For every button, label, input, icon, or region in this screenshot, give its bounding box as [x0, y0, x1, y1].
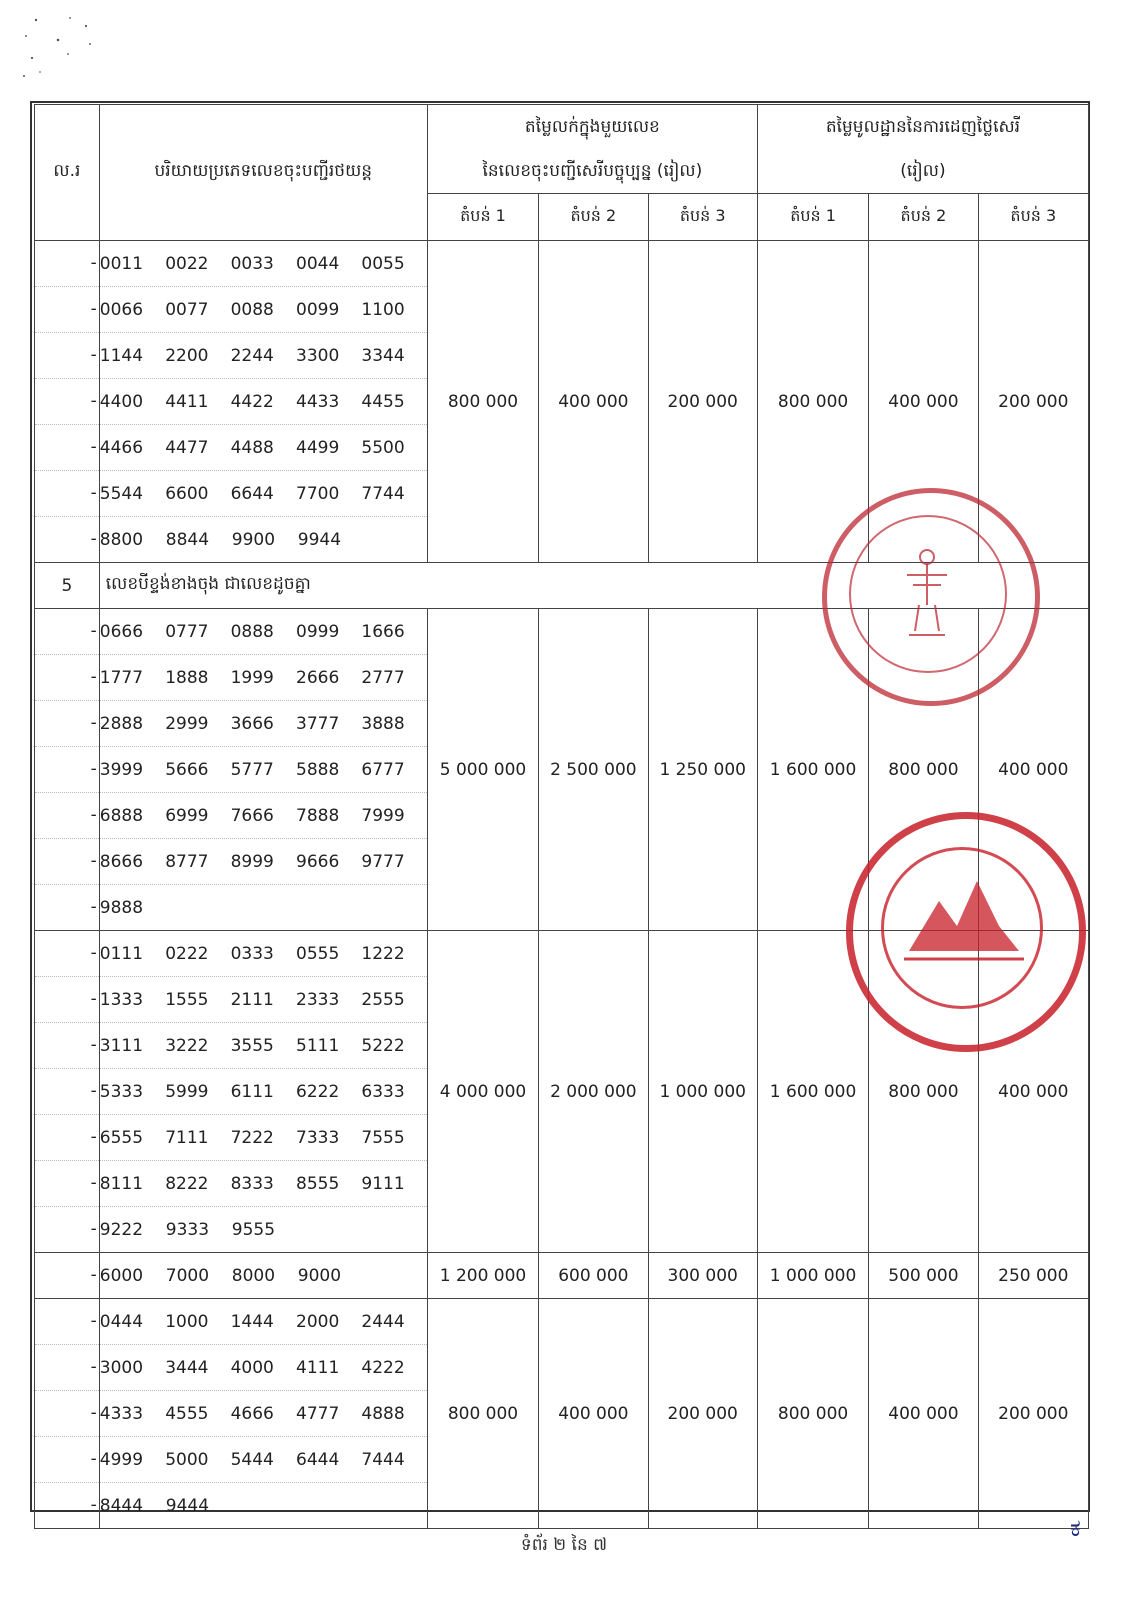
official-seal-2: [846, 812, 1086, 1052]
plate-number: 8800: [99, 529, 144, 550]
plate-number: 4111: [296, 1357, 340, 1378]
plate-number: 8666: [99, 851, 144, 872]
code-line: [100, 701, 427, 747]
row-dash: -: [35, 931, 99, 977]
dash-column: [35, 931, 100, 1253]
price-cell-5: 800 000: [869, 609, 978, 931]
plate-number: 8777: [165, 851, 209, 872]
plate-number: 5333: [99, 1081, 144, 1102]
plate-number: 6999: [165, 805, 209, 826]
price-cell-5: 500 000: [869, 1253, 978, 1299]
plate-number: 4888: [361, 1403, 405, 1424]
header-lock-zone1: តំបន់ 1: [427, 194, 538, 241]
codes-cell: [99, 931, 427, 1253]
plate-number: 3888: [361, 713, 405, 734]
row-dash: -: [35, 471, 99, 517]
code-line: [100, 1023, 427, 1069]
price-cell-3: 300 000: [648, 1253, 757, 1299]
dash-column: [35, 609, 100, 931]
plate-number: 1666: [361, 621, 405, 642]
plate-number: 8999: [230, 851, 274, 872]
code-line: [100, 1253, 427, 1298]
plate-number: 0099: [296, 299, 340, 320]
plate-number: 5222: [361, 1035, 405, 1056]
code-line: [100, 609, 427, 655]
plate-number: 3344: [361, 345, 405, 366]
plate-number: 6111: [230, 1081, 274, 1102]
row-dash: -: [35, 1345, 99, 1391]
group-row: [35, 1253, 1089, 1299]
row-dash: -: [35, 747, 99, 793]
plate-number: 4222: [361, 1357, 405, 1378]
code-line: [100, 1391, 427, 1437]
plate-number: 1000: [165, 1311, 209, 1332]
plate-number: 1555: [165, 989, 209, 1010]
row-dash: -: [35, 977, 99, 1023]
header-no: ល.រ: [35, 105, 100, 241]
plate-number: 4422: [230, 391, 274, 412]
row-dash: -: [90, 1265, 97, 1285]
plate-number: 9222: [99, 1219, 144, 1240]
plate-number: 1444: [230, 1311, 274, 1332]
plate-number: 0088: [230, 299, 274, 320]
plate-number: 3777: [296, 713, 340, 734]
plate-number: 5777: [230, 759, 274, 780]
dash-column: [35, 241, 100, 563]
plate-number: 3999: [99, 759, 144, 780]
plate-number: 2666: [296, 667, 340, 688]
code-line: [100, 977, 427, 1023]
codes-cell: [99, 1299, 427, 1529]
plate-number: 2333: [296, 989, 340, 1010]
header-lock-line1: តម្លៃលក់ក្នុងមួយលេខ: [524, 117, 660, 137]
plate-number: 6644: [230, 483, 274, 504]
price-cell-6: 200 000: [978, 1299, 1088, 1529]
seal-1-figure: [899, 545, 955, 641]
plate-number: 8444: [99, 1495, 144, 1516]
plate-number: 0033: [230, 253, 274, 274]
price-cell-3: 1 250 000: [648, 609, 757, 931]
header-auction-zone3: តំបន់ 3: [978, 194, 1088, 241]
plate-number: 3222: [165, 1035, 209, 1056]
dash-column: [35, 1253, 100, 1299]
row-dash: -: [35, 793, 99, 839]
row-dash: -: [35, 701, 99, 747]
plate-number: 9900: [231, 529, 276, 550]
plate-number: 7333: [296, 1127, 340, 1148]
plate-number: 5666: [165, 759, 209, 780]
price-cell-4: 800 000: [757, 241, 868, 563]
codes-cell: [99, 609, 427, 931]
plate-number: 7555: [361, 1127, 405, 1148]
plate-number: 8555: [296, 1173, 340, 1194]
plate-number: 1222: [361, 943, 405, 964]
section-title: លេខបីខ្ទង់ខាងចុង ជាលេខដូចគ្នា: [99, 563, 1088, 609]
price-cell-1: 4 000 000: [427, 931, 538, 1253]
row-dash: -: [90, 529, 97, 549]
codes-cell: [99, 241, 427, 563]
plate-number: 9777: [361, 851, 405, 872]
official-seal-1: [822, 488, 1040, 706]
plate-number: 9333: [165, 1219, 210, 1240]
row-dash: -: [35, 609, 99, 655]
seal-2-figure: [899, 871, 1029, 971]
plate-number: 7999: [361, 805, 405, 826]
price-cell-6: 400 000: [978, 609, 1088, 931]
plate-number: 4433: [296, 391, 340, 412]
plate-number: 5500: [361, 437, 405, 458]
plate-number: 1999: [230, 667, 274, 688]
plate-number: 8000: [231, 1265, 276, 1286]
plate-number: 9888: [99, 897, 144, 918]
plate-number: 4455: [361, 391, 405, 412]
row-dash: -: [35, 1115, 99, 1161]
plate-number: 2200: [165, 345, 209, 366]
row-dash: -: [35, 333, 99, 379]
plate-number: 2555: [361, 989, 405, 1010]
plate-number: 7744: [361, 483, 405, 504]
plate-number: 2777: [361, 667, 405, 688]
plate-number: 6000: [99, 1265, 144, 1286]
code-line: [100, 517, 427, 562]
row-dash: -: [35, 1437, 99, 1483]
plate-number: 3666: [230, 713, 274, 734]
plate-number: 9000: [297, 1265, 342, 1286]
price-cell-3: 200 000: [648, 1299, 757, 1529]
price-cell-4: 800 000: [757, 1299, 868, 1529]
header-auction-price: [757, 105, 1088, 194]
price-cell-2: 600 000: [539, 1253, 648, 1299]
plate-number: 0777: [165, 621, 209, 642]
plate-number: 5000: [165, 1449, 209, 1470]
handwritten-initials: ಕ: [1070, 1514, 1081, 1542]
code-line: [100, 333, 427, 379]
plate-number: 9555: [231, 1219, 276, 1240]
row-dash: -: [35, 1391, 99, 1437]
plate-number: 2000: [296, 1311, 340, 1332]
plate-number: 4411: [165, 391, 209, 412]
plate-number: 7222: [230, 1127, 274, 1148]
code-line: [100, 793, 427, 839]
plate-number: 0444: [99, 1311, 144, 1332]
price-cell-1: 1 200 000: [427, 1253, 538, 1299]
price-cell-5: 400 000: [869, 241, 978, 563]
plate-number: 2444: [361, 1311, 405, 1332]
plate-number: 1100: [361, 299, 405, 320]
price-cell-4: 1 600 000: [757, 609, 868, 931]
plate-number: 4466: [99, 437, 144, 458]
plate-number: 4777: [296, 1403, 340, 1424]
plate-number: 2999: [165, 713, 209, 734]
plate-number: 7111: [165, 1127, 209, 1148]
plate-number: 7888: [296, 805, 340, 826]
plate-number: 6777: [361, 759, 405, 780]
plate-number: 8222: [165, 1173, 209, 1194]
plate-number: 2111: [230, 989, 274, 1010]
plate-number: 4555: [165, 1403, 209, 1424]
plate-number: 0888: [230, 621, 274, 642]
header-description: បរិយាយប្រភេទលេខចុះបញ្ជីរថយន្ត: [99, 105, 427, 241]
plate-number: 1777: [99, 667, 144, 688]
header-auction-zone2: តំបន់ 2: [869, 194, 978, 241]
plate-number: 3555: [230, 1035, 274, 1056]
plate-number: 4477: [165, 437, 209, 458]
plate-number: 7666: [230, 805, 274, 826]
plate-number: 4400: [99, 391, 144, 412]
plate-number: 0055: [361, 253, 405, 274]
plate-number: 2888: [99, 713, 144, 734]
plate-number: 0999: [296, 621, 340, 642]
plate-number: 6333: [361, 1081, 405, 1102]
plate-number: 3000: [99, 1357, 144, 1378]
plate-number: 4000: [230, 1357, 274, 1378]
row-dash: -: [35, 1069, 99, 1115]
header-lock-zone3: តំបន់ 3: [648, 194, 757, 241]
plate-number: 6222: [296, 1081, 340, 1102]
code-line: [100, 379, 427, 425]
plate-number: 0044: [296, 253, 340, 274]
price-cell-1: 5 000 000: [427, 609, 538, 931]
code-line: [100, 471, 427, 517]
header-auction-line1: តម្លៃមូលដ្ឋាននៃការដេញថ្លៃសេរី: [825, 117, 1021, 137]
plate-number: 4666: [230, 1403, 274, 1424]
code-line: [100, 1345, 427, 1391]
plate-number: 0222: [165, 943, 209, 964]
dash-column: [35, 1299, 100, 1529]
price-cell-6: 400 000: [978, 931, 1088, 1253]
plate-number: 0111: [99, 943, 144, 964]
row-dash: -: [90, 897, 97, 917]
header-auction-line2: (រៀល): [900, 161, 946, 181]
codes-cell: [99, 1253, 427, 1299]
code-line: [100, 1437, 427, 1483]
code-line: [100, 655, 427, 701]
code-line: [100, 747, 427, 793]
row-dash: -: [35, 379, 99, 425]
plate-number: 6600: [165, 483, 209, 504]
plate-number: 1333: [99, 989, 144, 1010]
row-dash: -: [90, 1219, 97, 1239]
code-line: [100, 839, 427, 885]
plate-number: 0555: [296, 943, 340, 964]
code-line: [100, 885, 427, 930]
row-dash: -: [35, 839, 99, 885]
plate-number: 7444: [361, 1449, 405, 1470]
row-dash: -: [35, 241, 99, 287]
plate-number: 0011: [99, 253, 144, 274]
code-line: [100, 287, 427, 333]
code-line: [100, 425, 427, 471]
plate-number: 5111: [296, 1035, 340, 1056]
plate-number: 5999: [165, 1081, 209, 1102]
plate-number: 4488: [230, 437, 274, 458]
group-row: [35, 1299, 1089, 1529]
plate-number: 0066: [99, 299, 144, 320]
plate-number: 8111: [99, 1173, 144, 1194]
plate-number: 6444: [296, 1449, 340, 1470]
plate-number: 1144: [99, 345, 144, 366]
plate-number: 0666: [99, 621, 144, 642]
header-lock-zone2: តំបន់ 2: [539, 194, 648, 241]
plate-number: 9444: [165, 1495, 210, 1516]
plate-number: 5444: [230, 1449, 274, 1470]
price-cell-5: 800 000: [869, 931, 978, 1253]
code-line: [100, 1207, 427, 1252]
plate-number: 6888: [99, 805, 144, 826]
row-dash: -: [35, 425, 99, 471]
row-dash: -: [35, 287, 99, 333]
plate-number: 8844: [165, 529, 210, 550]
plate-number: 0333: [230, 943, 274, 964]
page-number: ទំព័រ ២ នៃ ៧: [520, 1535, 608, 1555]
header-lock-line2: នៃលេខចុះបញ្ជីសេរីបច្ចុប្បន្ន (រៀល): [482, 161, 703, 181]
plate-number: 3111: [99, 1035, 144, 1056]
code-line: [100, 1483, 427, 1528]
code-line: [100, 1069, 427, 1115]
price-cell-5: 400 000: [869, 1299, 978, 1529]
price-cell-2: 400 000: [539, 1299, 648, 1529]
header-auction-zone1: តំបន់ 1: [757, 194, 868, 241]
price-cell-1: 800 000: [427, 1299, 538, 1529]
code-line: [100, 1115, 427, 1161]
code-line: [100, 1299, 427, 1345]
price-cell-4: 1 600 000: [757, 931, 868, 1253]
price-cell-4: 1 000 000: [757, 1253, 868, 1299]
price-cell-6: 250 000: [978, 1253, 1088, 1299]
plate-number: 3444: [165, 1357, 209, 1378]
plate-number: 0077: [165, 299, 209, 320]
plate-number: 4499: [296, 437, 340, 458]
plate-number: 6555: [99, 1127, 144, 1148]
row-dash: -: [35, 1299, 99, 1345]
price-cell-6: 200 000: [978, 241, 1088, 563]
code-line: [100, 931, 427, 977]
row-dash: -: [90, 1495, 97, 1515]
plate-number: 3300: [296, 345, 340, 366]
corner-specks: [18, 14, 98, 84]
price-cell-3: 1 000 000: [648, 931, 757, 1253]
code-line: [100, 241, 427, 287]
price-cell-2: 400 000: [539, 241, 648, 563]
plate-number: 2244: [230, 345, 274, 366]
plate-number: 0022: [165, 253, 209, 274]
plate-number: 8333: [230, 1173, 274, 1194]
plate-number: 1888: [165, 667, 209, 688]
code-line: [100, 1161, 427, 1207]
section-number: 5: [35, 563, 100, 609]
price-cell-2: 2 500 000: [539, 609, 648, 931]
plate-number: 9944: [297, 529, 342, 550]
price-cell-3: 200 000: [648, 241, 757, 563]
plate-number: 7000: [165, 1265, 210, 1286]
plate-number: 9666: [296, 851, 340, 872]
row-dash: -: [35, 1161, 99, 1207]
price-cell-1: 800 000: [427, 241, 538, 563]
plate-number: 5544: [99, 483, 144, 504]
row-dash: -: [35, 655, 99, 701]
plate-number: 5888: [296, 759, 340, 780]
price-cell-2: 2 000 000: [539, 931, 648, 1253]
row-dash: -: [35, 1023, 99, 1069]
plate-number: 9111: [361, 1173, 405, 1194]
header-lock-price: [427, 105, 757, 194]
plate-number: 7700: [296, 483, 340, 504]
plate-number: 4999: [99, 1449, 144, 1470]
plate-number: 4333: [99, 1403, 144, 1424]
